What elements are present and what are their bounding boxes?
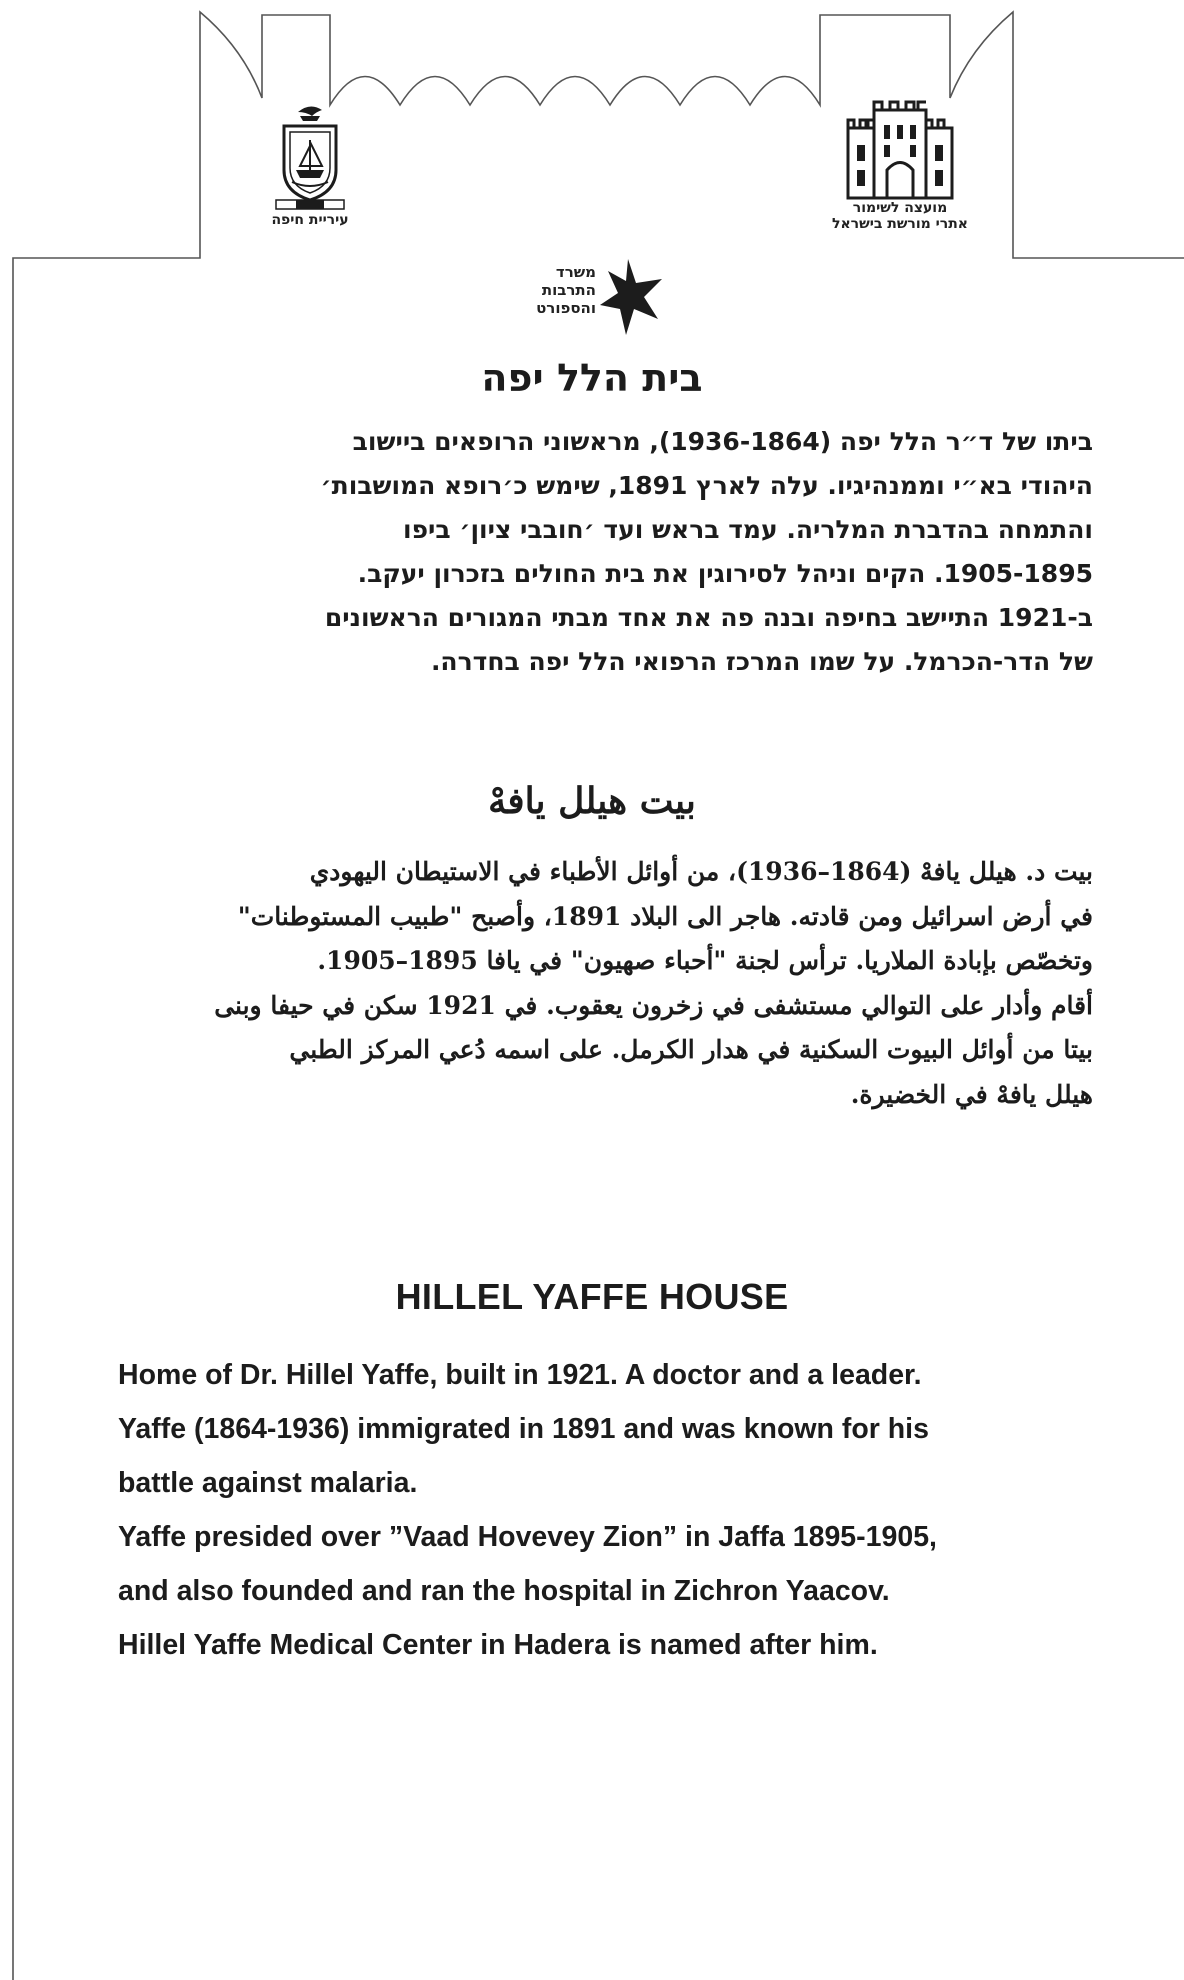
english-line: Yaffe presided over ”Vaad Hovevey Zion” in Jaffa 1895-1905, (118, 1521, 937, 1553)
ministry-caption-line1: משרד (555, 263, 596, 281)
star-icon (598, 255, 668, 340)
hebrew-line: והתמחה בהדברת המלריה. עמד בראש ועד ׳חובבי ציון׳ ביפו (403, 515, 1093, 544)
arabic-body (118, 850, 1093, 1117)
english-line: and also founded and ran the hospital in Zichron Yaacov. (118, 1575, 890, 1607)
haifa-municipality-logo (255, 100, 365, 228)
haifa-emblem-icon (270, 100, 350, 212)
hebrew-body (118, 420, 1093, 684)
arabic-line: بيت د. هيلل يافهْ (1864–1936)، من أوائل الأطباء في الاستيطان اليهودي (309, 857, 1093, 886)
arabic-line: وتخصّص بإبادة الملاريا. ترأس لجنة "أحباء صهيون" في يافا 1895–1905. (317, 946, 1093, 975)
council-caption-line2: אתרי מורשת בישראל (832, 216, 968, 232)
english-line: Yaffe (1864-1936) immigrated in 1891 and was known for his (118, 1413, 929, 1445)
ministry-caption-line3: והספורט (536, 299, 596, 317)
haifa-caption: עיריית חיפה (271, 212, 349, 228)
hebrew-line: ביתו של ד״ר הלל יפה (1936-1864), מראשוני הרופאים ביישוב (352, 427, 1093, 456)
english-title: HILLEL YAFFE HOUSE (395, 1276, 789, 1317)
hebrew-line: ב-1921 התיישב בחיפה ובנה פה את אחד מבתי המגורים הראשונים (324, 603, 1093, 632)
ministry-caption-line2: התרבות (541, 281, 596, 299)
building-icon (840, 100, 960, 200)
english-line: Hillel Yaffe Medical Center in Hadera is named after him. (118, 1629, 878, 1661)
arabic-line: في أرض اسرائيل ومن قادته. هاجر الى البلاد 1891، وأصبح "طبيب المستوطنات" (237, 901, 1093, 931)
english-line: Home of Dr. Hillel Yaffe, built in 1921. A doctor and a leader. (118, 1359, 922, 1391)
english-line: battle against malaria. (118, 1467, 418, 1499)
arabic-line: هيلل يافهْ في الخضيرة. (850, 1079, 1093, 1109)
hebrew-title: בית הלל יפה (481, 356, 703, 400)
hebrew-line: היהודי בא״י וממנהיגיו. עלה לארץ 1891, שימש כ׳רופא המושבות׳ (320, 471, 1093, 500)
ministry-logo (520, 255, 670, 340)
hebrew-line: 1905-1895. הקים וניהל לסירוגין את בית החולים בזכרון יעקב. (357, 559, 1093, 588)
arabic-line: أقام وأدار على التوالي مستشفى في زخرون يعقوب. في 1921 سكن في حيفا وبنى (214, 990, 1093, 1020)
council-caption-line1: מועצה לשימור (852, 200, 948, 216)
arabic-line: بيتا من أوائل البيوت السكنية في هدار الكرمل. على اسمه دُعي المركز الطبي (289, 1035, 1093, 1064)
hebrew-line: של הדר-הכרמל. על שמו המרכז הרפואי הלל יפה בחדרה. (430, 647, 1093, 676)
council-heritage-logo (815, 100, 985, 232)
english-body (118, 1348, 1118, 1672)
arabic-title: بيت هيلل يافهْ (488, 780, 696, 822)
